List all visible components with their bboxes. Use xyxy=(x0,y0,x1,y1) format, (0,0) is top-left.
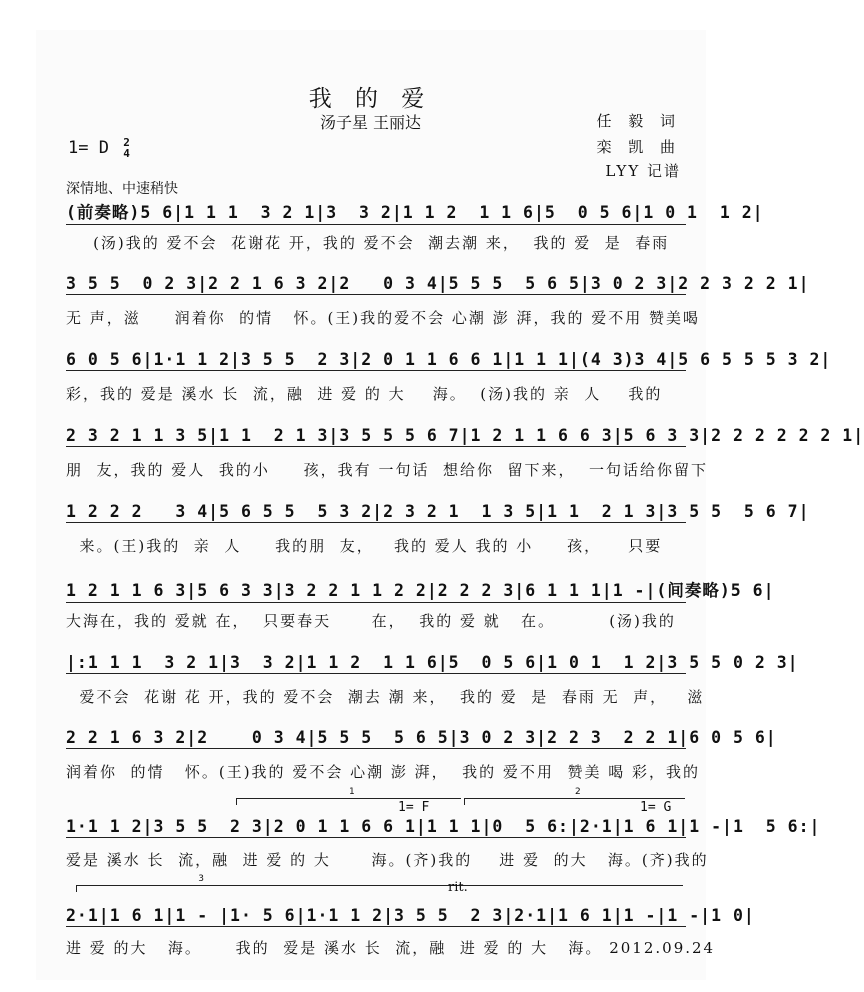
lyric-line-2: 无 声，滋 润着你 的情 怀。(王)我的爱不会 心潮 澎 湃，我的 爱不用 赞美喝 xyxy=(66,309,700,327)
time-signature-top: 2 xyxy=(123,136,130,149)
notation-line-9: 1·1 1 2|3 5 5 2 3|2 0 1 1 6 6 1|1 1 1|0 5 6:|2·1|1 6 1|1 -|1 5 6:| xyxy=(66,817,821,836)
notation-line-2: 3 5 5 0 2 3|2 2 1 6 3 2|2 0 3 4|5 5 5 5 6 5|3 0 2 3|2 2 3 2 2 1| xyxy=(66,274,810,293)
notation-line-1: (前奏略)5 6|1 1 1 3 2 1|3 3 2|1 1 2 1 1 6|5 0 5 6|1 0 1 1 2| xyxy=(66,199,686,225)
key-signature xyxy=(68,137,130,159)
lyric-line-1: (汤)我的 爱不会 花谢花 开，我的 爱不会 潮去潮 来， 我的 爱 是 春雨 xyxy=(66,234,670,252)
lyric-line-3: 彩，我的 爱是 溪水 长 流，融 进 爱 的 大 海。 (汤)我的 亲 人 我的 xyxy=(66,385,663,403)
notation-line-5: 1 2 2 2 3 4|5 6 5 5 5 3 2|2 3 2 1 1 3 5|1 1 2 1 3|3 5 5 5 6 7| xyxy=(66,502,810,521)
volta-number-2: 2 xyxy=(575,787,581,797)
lyric-line-5: 来。(王)我的 亲 人 我的朋 友， 我的 爱人 我的 小 孩， 只要 xyxy=(66,537,663,555)
key-change-f: 1= F xyxy=(398,800,430,815)
tempo-marking: 深情地、中速稍快 xyxy=(66,181,178,197)
notation-line-3: 6 0 5 6|1·1 1 2|3 5 5 2 3|2 0 1 1 6 6 1|1 1 1|(4 3)3 4|5 6 5 5 5 3 2| xyxy=(66,350,832,369)
lyric-line-9: 爱是 溪水 长 流，融 进 爱 的 大 海。(齐)我的 进 爱 的大 海。(齐)我的 xyxy=(66,851,709,869)
notation-line-10: 2·1|1 6 1|1 - |1· 5 6|1·1 1 2|3 5 5 2 3|2·1|1 6 1|1 -|1 -|1 0| xyxy=(66,906,755,925)
lyric-line-7: 爱不会 花谢 花 开，我的 爱不会 潮去 潮 来， 我的 爱 是 春雨 无 声， 滋 xyxy=(66,688,705,706)
lyric-line-8: 润着你 的情 怀。(王)我的 爱不会 心潮 澎 湃， 我的 爱不用 赞美 喝 彩，我的 xyxy=(66,763,700,781)
notation-line-4: 2 3 2 1 1 3 5|1 1 2 1 3|3 5 5 5 6 7|1 2 1 1 6 6 3|5 6 3 3|2 2 2 2 2 2 1| xyxy=(66,426,864,445)
time-signature-bottom: 4 xyxy=(123,147,130,160)
song-title: 我 的 爱 xyxy=(308,86,433,112)
time-signature xyxy=(123,137,130,159)
lyric-line-10: 进 爱 的大 海。 我的 爱是 溪水 长 流，融 进 爱 的 大 海。 2012.09.24 xyxy=(66,939,716,957)
key-change-g: 1= G xyxy=(640,800,672,815)
lyric-line-4: 朋 友，我的 爱人 我的小 孩，我有 一句话 想给你 留下来， 一句话给你留下 xyxy=(66,461,709,479)
volta-number-1: 1 xyxy=(349,787,355,797)
composer: 栾 凯 曲 xyxy=(596,138,681,156)
notation-line-7: |:1 1 1 3 2 1|3 3 2|1 1 2 1 1 6|5 0 5 6|1 0 1 1 2|3 5 5 0 2 3| xyxy=(66,653,799,672)
ritardando-marking: rit. xyxy=(448,880,468,895)
notation-line-8: 2 2 1 6 3 2|2 0 3 4|5 5 5 5 6 5|3 0 2 3|2 2 3 2 2 1|6 0 5 6| xyxy=(66,728,777,747)
singers: 汤子星 王丽达 xyxy=(319,113,422,132)
volta-number-3: 3 xyxy=(198,874,204,884)
notation-line-6: 1 2 1 1 6 3|5 6 3 3|3 2 2 1 1 2 2|2 2 2 3|6 1 1 1|1 -|(间奏略)5 6| xyxy=(66,577,686,603)
lyricist: 任 毅 词 xyxy=(596,112,681,130)
lyric-line-6: 大海在，我的 爱就 在， 只要春天 在， 我的 爱 就 在。 (汤)我的 xyxy=(66,612,676,630)
transcriber: LYY 记谱 xyxy=(605,162,681,180)
key-label: 1= D xyxy=(68,138,109,158)
